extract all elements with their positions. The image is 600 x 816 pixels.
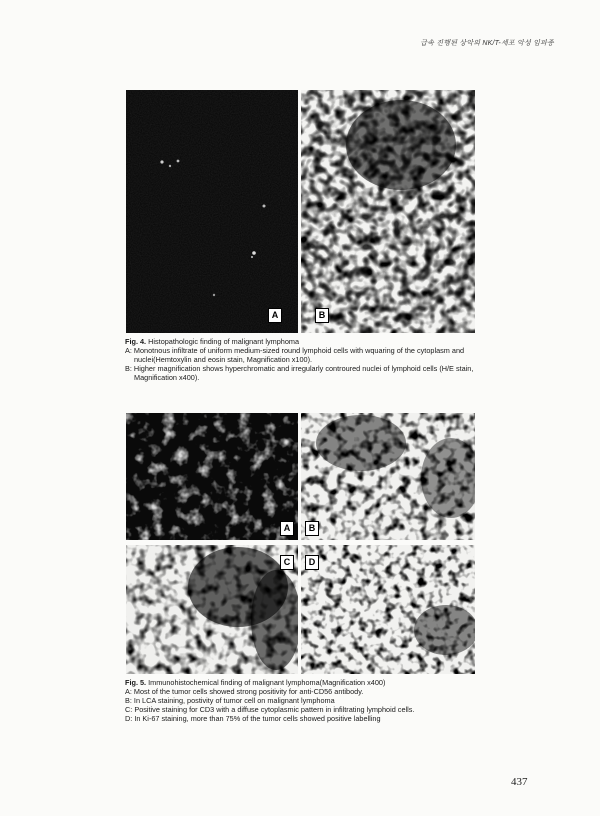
fig4-panel-label-b: B xyxy=(315,308,329,323)
fig5-caption-item-d: D: In Ki-67 staining, more than 75% of the tumor cells showed positive labelling xyxy=(125,714,381,723)
fig4-caption-item-b: B: Higher magnification shows hyperchromatic and irregularly controured nuclei of lymphoid cells (H/E stain, Magnification x400). xyxy=(125,364,474,382)
fig5-caption xyxy=(125,678,480,723)
page-number: 437 xyxy=(511,776,528,788)
fig4-panel-a-micrograph xyxy=(126,90,298,333)
fig4-panel-b-micrograph xyxy=(301,90,475,333)
fig5a-ihc-image xyxy=(126,413,298,540)
running-header: 급속 진행된 상악의 NK/T-세포 악성 임파종 xyxy=(420,40,554,47)
fig4b-histology-image xyxy=(301,90,475,333)
fig5-panel-label-a: A xyxy=(280,521,294,536)
fig5-panel-label-d: D xyxy=(305,555,319,570)
fig5-panel-a-micrograph xyxy=(126,413,298,540)
fig5-panel-d-micrograph xyxy=(301,545,475,674)
fig5-title: Immunohistochemical finding of malignant lymphoma(Magnification x400) xyxy=(148,678,386,687)
fig4-caption-item-a: A: Monotnous infiltrate of uniform medium-sized round lymphoid cells with wquaring of the cytoplasm and nuclei(Hemtoxylin and eosin stain, Magnification x100). xyxy=(125,346,465,364)
fig4-title: Histopathologic finding of malignant lymphoma xyxy=(148,337,300,346)
fig5c-ihc-image xyxy=(126,545,298,674)
fig5-panel-b-micrograph xyxy=(301,413,475,540)
fig5-number: Fig. 5. xyxy=(125,678,147,687)
fig4a-histology-image xyxy=(126,90,298,333)
fig4-caption xyxy=(125,337,480,382)
fig5-panel-label-c: C xyxy=(280,555,294,570)
fig4-number: Fig. 4. xyxy=(125,337,147,346)
fig5-caption-item-c: C: Positive staining for CD3 with a diffuse cytoplasmic pattern in infiltrating lymphoid cells. xyxy=(125,705,415,714)
fig5-caption-item-b: B: In LCA staining, postivity of tumor cell on malignant lymphoma xyxy=(125,696,335,705)
fig4-panel-label-a: A xyxy=(268,308,282,323)
fig5-panel-label-b: B xyxy=(305,521,319,536)
fig5-caption-item-a: A: Most of the tumor cells showed strong positivity for anti-CD56 antibody. xyxy=(125,687,364,696)
fig5d-ihc-image xyxy=(301,545,475,674)
fig5b-ihc-image xyxy=(301,413,475,540)
fig5-panel-c-micrograph xyxy=(126,545,298,674)
